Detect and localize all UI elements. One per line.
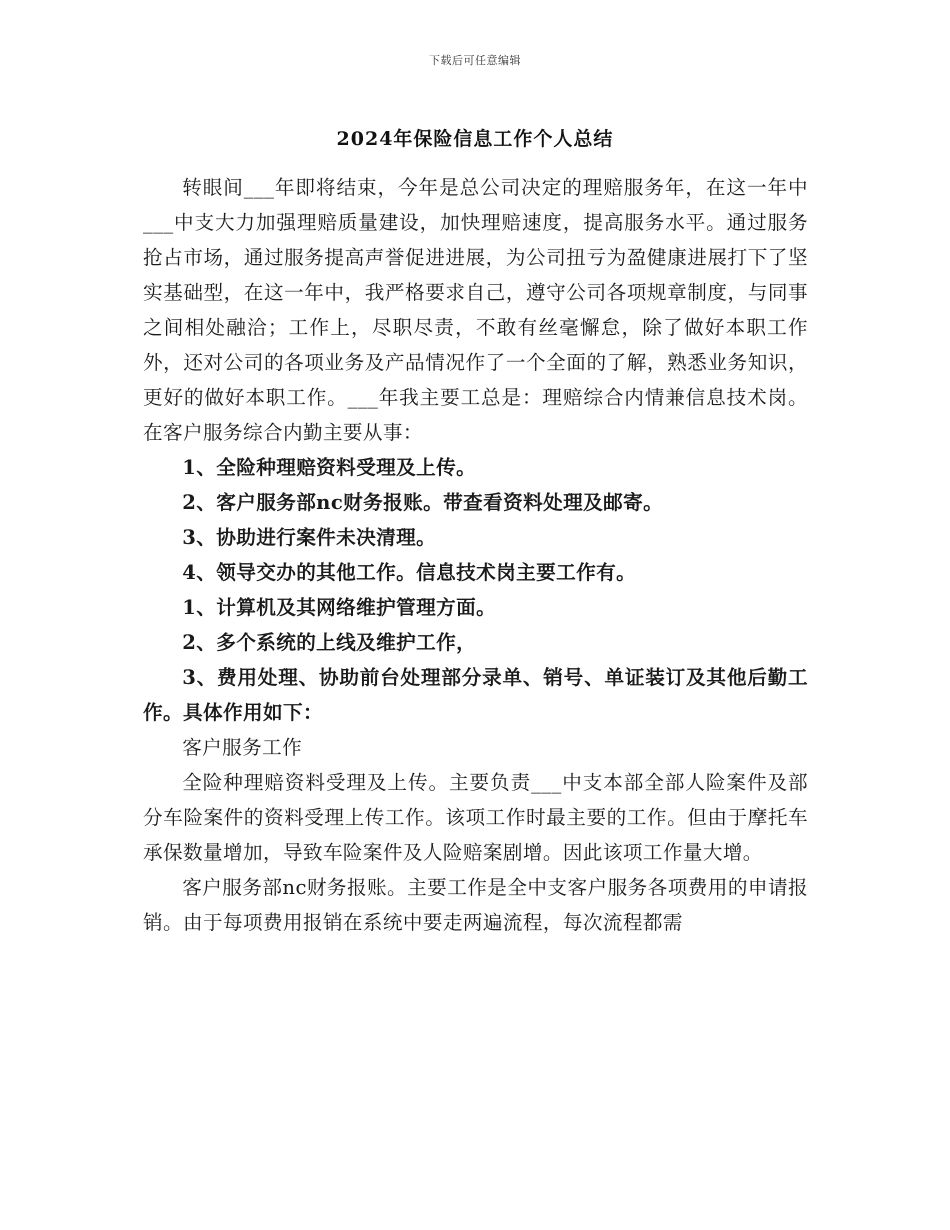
- list-item: 4、领导交办的其他工作。信息技术岗主要工作有。: [182, 561, 637, 584]
- list-item: 2、客户服务部nc财务报账。带查看资料处理及邮寄。: [182, 491, 664, 514]
- document-body: [143, 170, 808, 940]
- list-item: 1、全险种理赔资料受理及上传。: [182, 456, 477, 479]
- list-item: 3、协助进行案件未决清理。: [182, 526, 437, 549]
- paragraph: 客户服务部nc财务报账。主要工作是全中支客户服务各项费用的申请报销。由于每项费用报销在系统中要走两遍流程，每次流程都需: [143, 876, 808, 934]
- paragraph-intro: 转眼间___年即将结束，今年是总公司决定的理赔服务年，在这一年中___中支大力加强理赔质量建设，加快理赔速度，提高服务水平。通过服务抢占市场，通过服务提高声誉促进进展，为公司扭亏为盈健康进展打下了坚实基础型，在这一年中，我严格要求自己，遵守公司各项规章制度，与同事之间相处融洽；工作上，尽职尽责，不敢有丝毫懈怠，除了做好本职工作外，还对公司的各项业务及产品情况作了一个全面的了解，熟悉业务知识，更好的做好本职工作。___年我主要工总是：理赔综合内情兼信息技术岗。在客户服务综合内勤主要从事：: [143, 176, 808, 444]
- section-heading: 客户服务工作: [182, 736, 303, 759]
- list-item: 1、计算机及其网络维护管理方面。: [182, 596, 497, 619]
- document-title: 2024年保险信息工作个人总结: [336, 128, 614, 150]
- list-item: 2、多个系统的上线及维护工作，: [182, 631, 477, 654]
- list-item: 3、费用处理、协助前台处理部分录单、销号、单证装订及其他后勤工作。具体作用如下：: [143, 666, 808, 724]
- paragraph: 全险种理赔资料受理及上传。主要负责___中支本部全部人险案件及部分车险案件的资料受理上传工作。该项工作时最主要的工作。但由于摩托车承保数量增加，导致车险案件及人险赔案剧增。因此该项工作量大增。: [143, 771, 808, 864]
- page-header-note: 下载后可任意编辑: [429, 54, 521, 67]
